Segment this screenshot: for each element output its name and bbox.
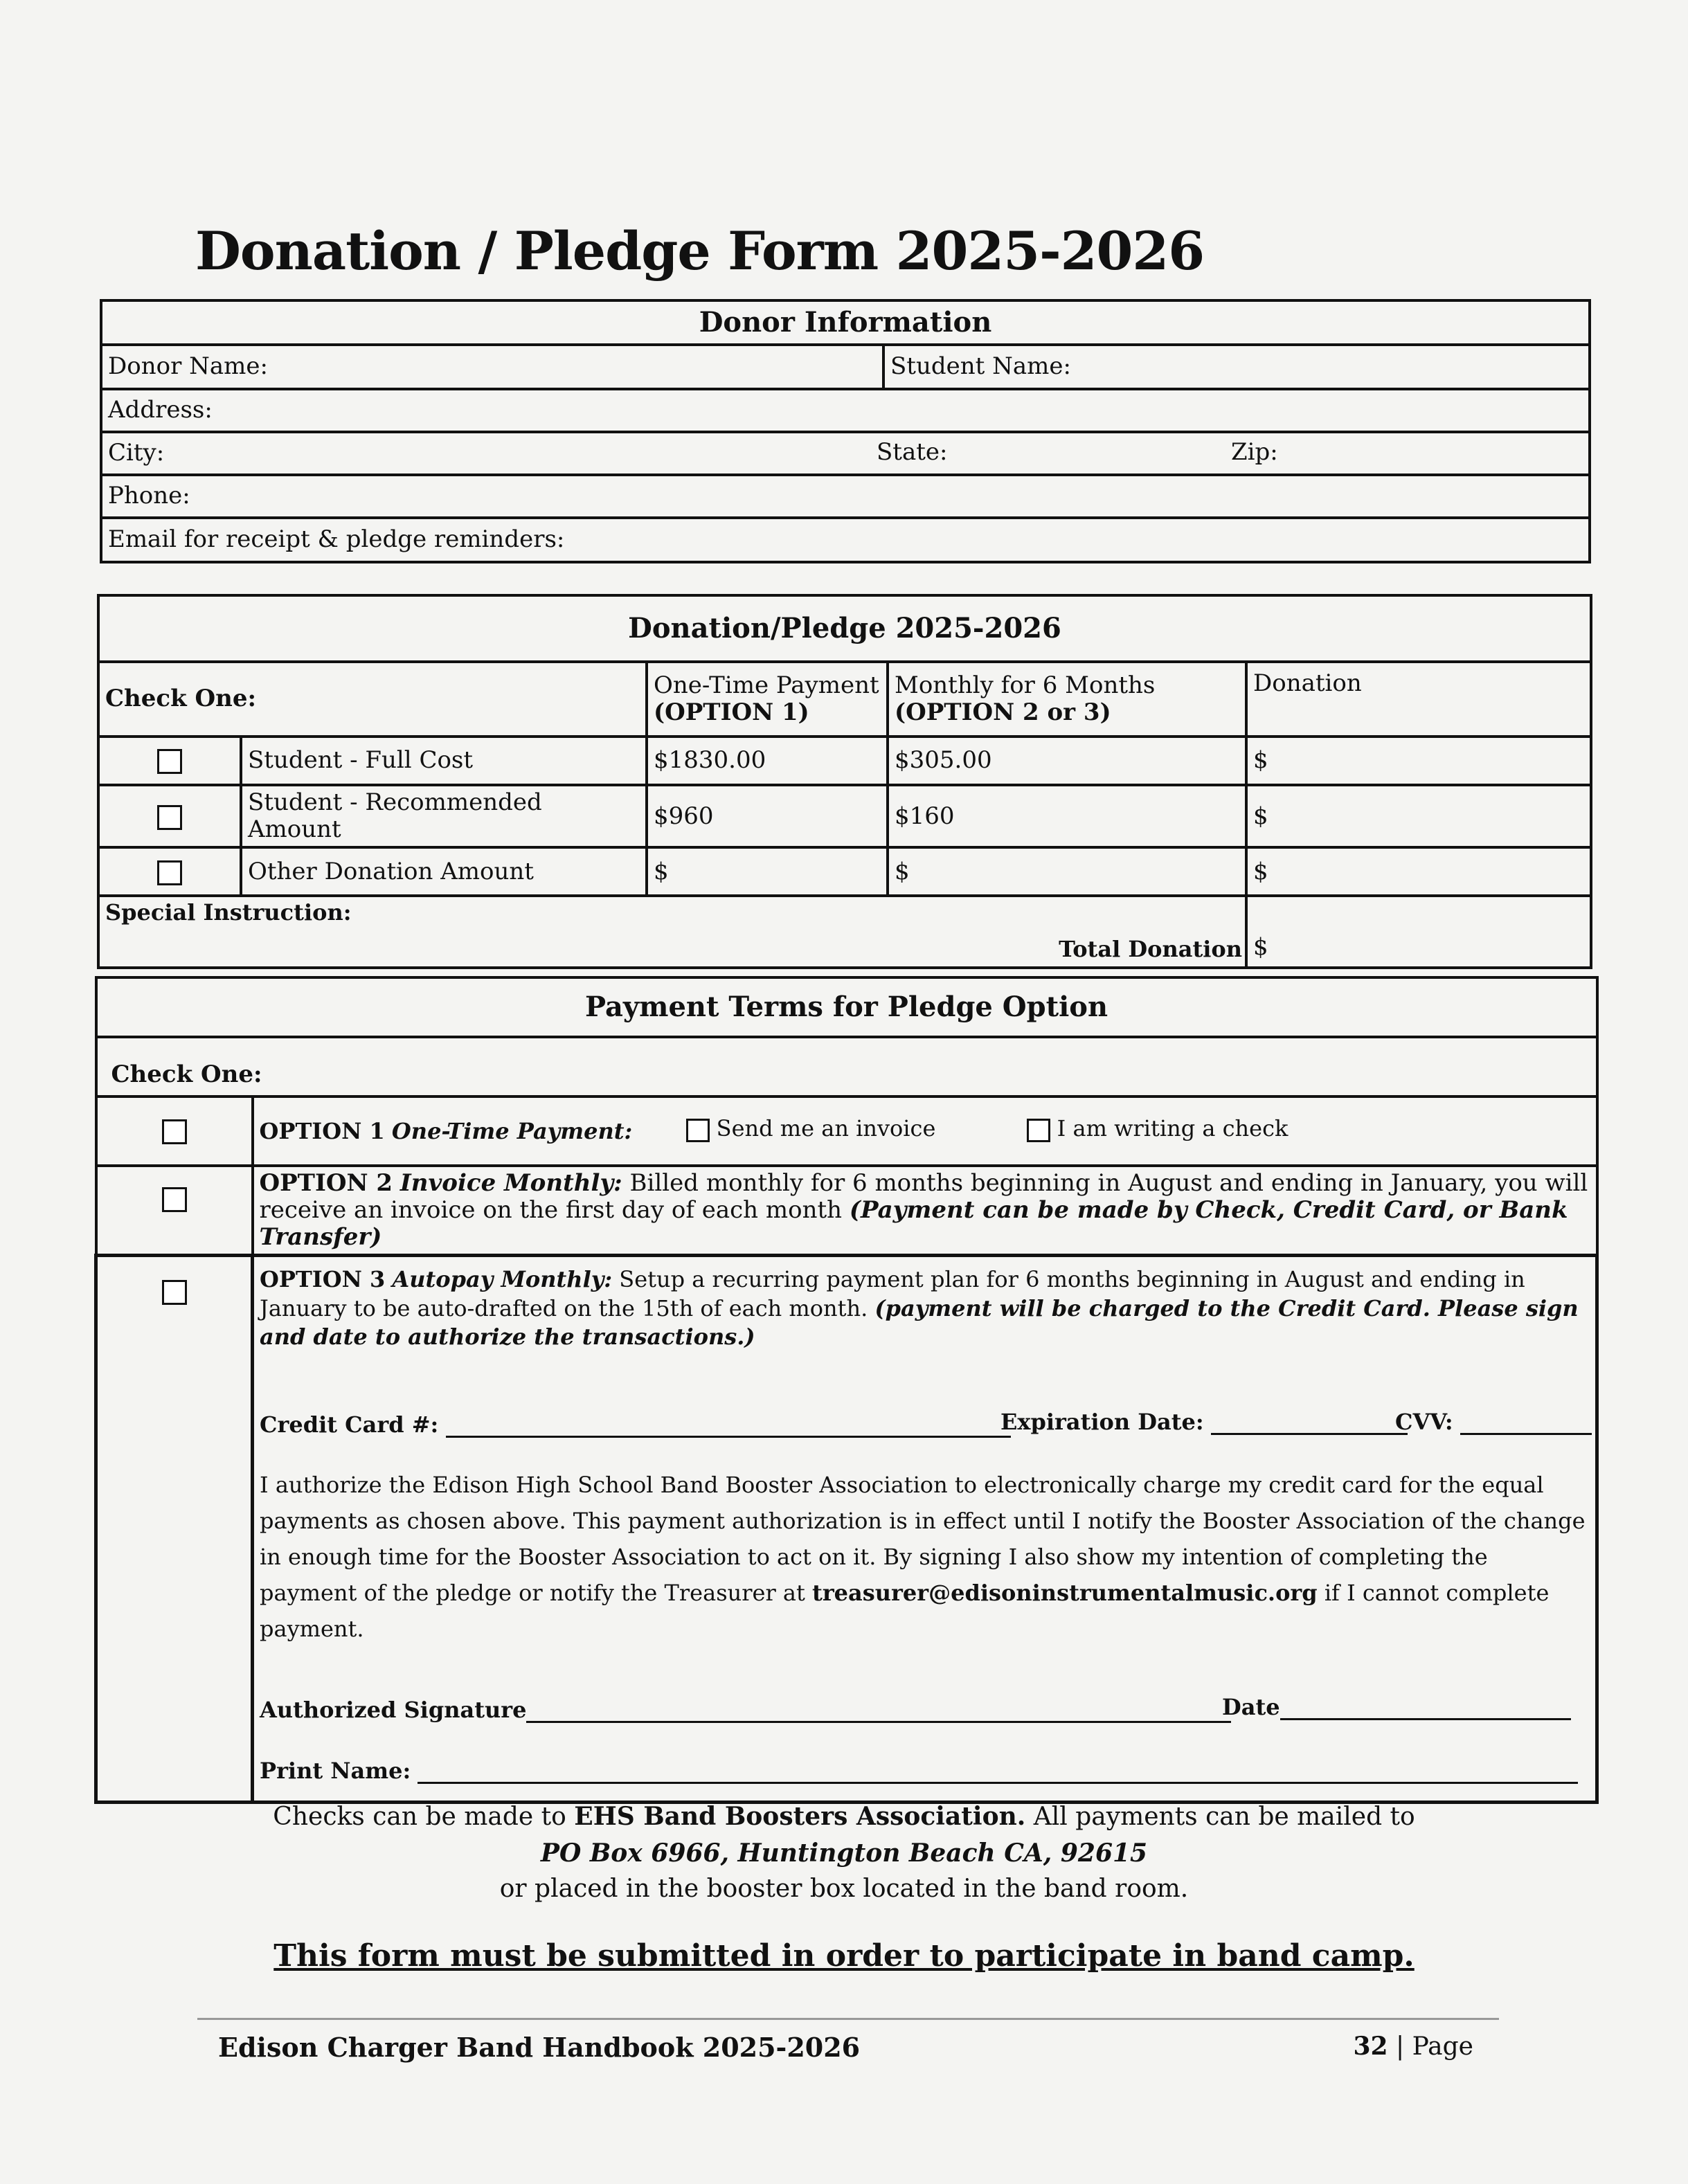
option2-label: OPTION 2: [259, 1169, 393, 1197]
pledge-header: Donation/Pledge 2025-2026: [98, 595, 1591, 662]
option2-note: (Payment can be made by Check, Credit Card, or Bank Transfer): [259, 1196, 1568, 1252]
booster-box-note: or placed in the booster box located in the band room.: [499, 1875, 1189, 1904]
checks-prefix: Checks can be made to: [273, 1803, 566, 1831]
expiration-label: Expiration Date:: [1000, 1409, 1204, 1436]
col-onetime: [647, 662, 888, 737]
signature-line[interactable]: [526, 1702, 1231, 1723]
footer-divider: [197, 2018, 1499, 2020]
full-cost-onetime: $1830.00: [647, 737, 888, 785]
mailing-instructions: [0, 1798, 1688, 1908]
writing-check-checkbox[interactable]: [1027, 1119, 1050, 1142]
signature-label: Authorized Signature: [260, 1697, 527, 1724]
full-cost-checkbox[interactable]: [157, 749, 182, 774]
terms-check-one: Check One:: [96, 1037, 1597, 1096]
print-name-label: Print Name:: [260, 1758, 411, 1785]
must-submit-notice: This form must be submitted in order to participate in band camp.: [273, 1938, 1415, 1974]
address-field[interactable]: [101, 389, 1590, 432]
date-line[interactable]: [1280, 1699, 1571, 1720]
send-invoice-label: Send me an invoice: [716, 1115, 936, 1141]
other-amount-label: Other Donation Amount: [241, 847, 647, 896]
terms-header: Payment Terms for Pledge Option: [96, 977, 1597, 1037]
pledge-check-one: Check One:: [98, 662, 647, 737]
credit-card-line[interactable]: [446, 1416, 1011, 1438]
page-label: | Page: [1396, 2032, 1473, 2061]
page-number-value: 32: [1353, 2032, 1388, 2061]
zip-label: Zip:: [1231, 438, 1278, 466]
state-label: State:: [877, 438, 948, 466]
other-amount-onetime[interactable]: $: [647, 847, 888, 896]
recommended-checkbox[interactable]: [157, 805, 182, 830]
option3-checkbox[interactable]: [162, 1280, 187, 1305]
student-name-label: Student Name:: [890, 352, 1071, 381]
donor-info-table: [100, 299, 1591, 563]
full-cost-monthly: $305.00: [888, 737, 1246, 785]
city-state-zip-row[interactable]: [101, 432, 1590, 475]
donor-name-field[interactable]: [101, 345, 883, 389]
auth-body: I authorize the Edison High School Band Booster Association to electronically charge my credit card for the equal payments as chosen above. This payment authorization is in effect until I notify the Booster Association of the change in enough time for the Booster Association to act on it. By signing I also show my intention of completing the payment of the pledge or notify the Treasurer at: [260, 1472, 1586, 1606]
pledge-table: [97, 594, 1592, 969]
writing-check-label: I am writing a check: [1057, 1115, 1289, 1141]
page-number: [1353, 2032, 1473, 2061]
mailing-address: PO Box 6966, Huntington Beach CA, 92615: [540, 1839, 1148, 1868]
option1-checkbox[interactable]: [162, 1119, 187, 1144]
city-label: City:: [108, 439, 165, 467]
col-onetime-sub: (OPTION 1): [654, 698, 809, 726]
address-label: Address:: [108, 396, 213, 424]
col-monthly-sub: (OPTION 2 or 3): [895, 698, 1111, 726]
cvv-line[interactable]: [1460, 1414, 1592, 1435]
checks-suffix: All payments can be mailed to: [1033, 1803, 1415, 1831]
other-amount-donation[interactable]: $: [1246, 847, 1591, 896]
col-monthly: [888, 662, 1246, 737]
recommended-monthly: $160: [888, 785, 1246, 847]
checks-payee: EHS Band Boosters Association.: [574, 1802, 1026, 1831]
recommended-donation[interactable]: $: [1246, 785, 1591, 847]
other-amount-monthly[interactable]: $: [888, 847, 1246, 896]
option1-title: One-Time Payment:: [391, 1117, 633, 1144]
recommended-onetime: $960: [647, 785, 888, 847]
option2-cell: [253, 1166, 1597, 1256]
option3-title: Autopay Monthly:: [392, 1266, 613, 1293]
auth-tail: if I cannot complete payment.: [260, 1579, 1550, 1642]
option2-checkbox[interactable]: [162, 1187, 187, 1212]
total-donation-value[interactable]: $: [1246, 896, 1591, 968]
email-field[interactable]: [101, 518, 1590, 562]
col-onetime-label: One-Time Payment: [654, 671, 879, 699]
option3-label: OPTION 3: [260, 1266, 386, 1293]
special-instruction-label: Special Instruction:: [105, 899, 352, 926]
treasurer-email[interactable]: treasurer@edisoninstrumentalmusic.org: [812, 1579, 1318, 1606]
full-cost-donation[interactable]: $: [1246, 737, 1591, 785]
phone-label: Phone:: [108, 482, 190, 510]
form-title: Donation / Pledge Form 2025-2026: [195, 220, 1205, 282]
print-name-line[interactable]: [417, 1762, 1578, 1784]
full-cost-label: Student - Full Cost: [241, 737, 647, 785]
col-monthly-label: Monthly for 6 Months: [895, 671, 1156, 699]
option3-text: Setup a recurring payment plan for 6 months beginning in August and ending in January to be auto-drafted on the 15th of each month.: [260, 1266, 1525, 1321]
special-instruction-cell[interactable]: [98, 896, 1246, 968]
total-donation-label: Total Donation: [1059, 936, 1242, 963]
payment-terms-table: [94, 976, 1599, 1804]
date-label: Date: [1222, 1694, 1280, 1721]
donor-info-header: Donor Information: [101, 300, 1590, 345]
handbook-title: Edison Charger Band Handbook 2025-2026: [218, 2032, 861, 2063]
option3-note: (payment will be charged to the Credit Card. Please sign and date to authorize the transactions.): [260, 1294, 1579, 1351]
donor-name-label: Donor Name:: [108, 352, 268, 381]
phone-field[interactable]: [101, 475, 1590, 518]
send-invoice-checkbox[interactable]: [686, 1119, 710, 1142]
recommended-label: Student - Recommended Amount: [241, 785, 647, 847]
expiration-line[interactable]: [1211, 1414, 1408, 1435]
cvv-label: CVV:: [1395, 1409, 1453, 1436]
authorization-text: [260, 1468, 1586, 1647]
credit-card-label: Credit Card #:: [260, 1411, 439, 1438]
other-amount-checkbox[interactable]: [157, 860, 182, 885]
option1-cell: [253, 1096, 1597, 1166]
col-donation: Donation: [1246, 662, 1591, 737]
option2-text: Billed monthly for 6 months beginning in August and ending in January, you will receive an invoice on the first day of each month: [259, 1169, 1588, 1225]
option1-label: OPTION 1: [259, 1117, 385, 1144]
email-label: Email for receipt & pledge reminders:: [108, 525, 565, 554]
student-name-field[interactable]: [883, 345, 1590, 389]
option3-cell: [253, 1256, 1597, 1803]
option2-title: Invoice Monthly:: [399, 1169, 622, 1197]
